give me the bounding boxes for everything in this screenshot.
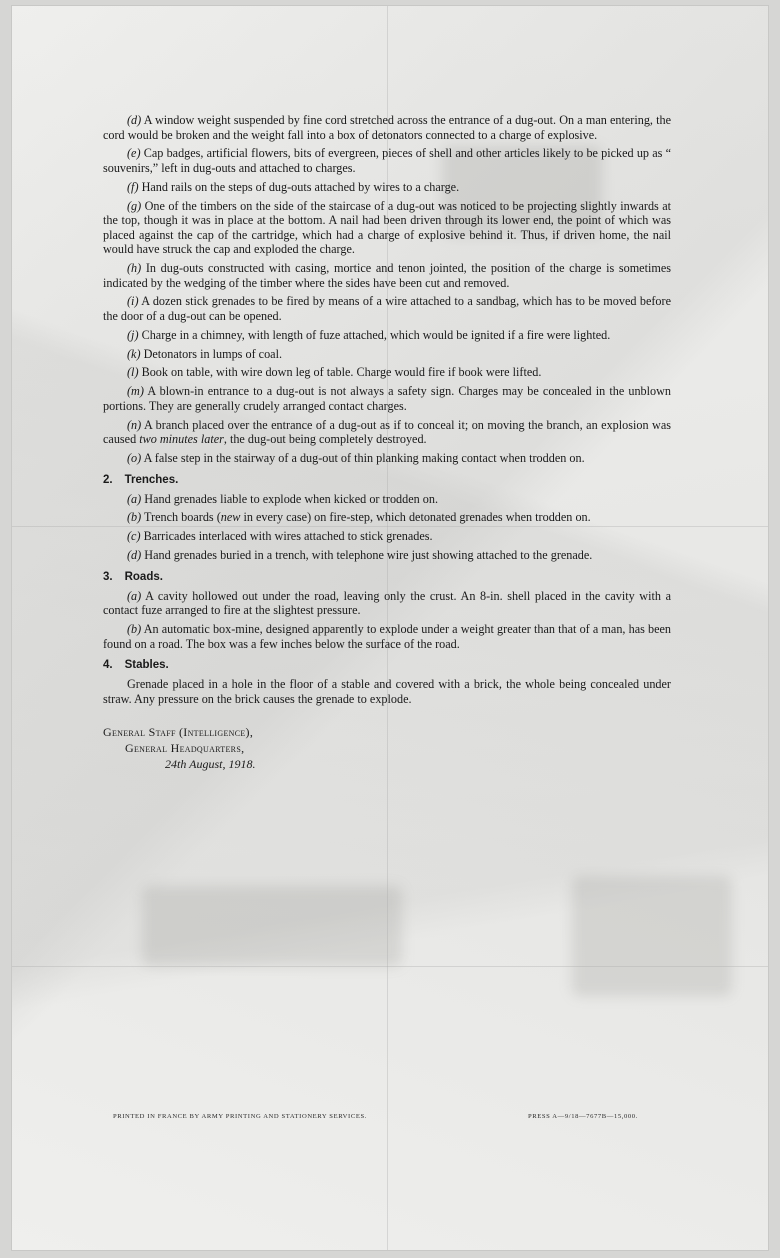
roads-item-b: (b) An automatic box-mine, designed apparently to explode under a weight greater than that of a man, has been found on a road. The box was a few inches below the surface of the road. [103, 622, 672, 651]
paragraph-k: (k) Detonators in lumps of coal. [127, 346, 283, 361]
signature-block [103, 724, 671, 772]
signature-headquarters: General Headquarters, [125, 740, 245, 755]
paragraph-m: (m) A blown-in entrance to a dug-out is not always a safety sign. Charges may be concealed in the unblown portions. They are generally crudely arranged contact charges. [103, 384, 672, 413]
paragraph-d: (d) A window weight suspended by fine cord stretched across the entrance of a dug-out. On a man entering, the cord would be broken and the weight fall into a box of detonators connected to a charge of explosive. [103, 113, 672, 142]
trenches-item-a: (a) Hand grenades liable to explode when kicked or trodden on. [127, 491, 439, 506]
section-heading: 4. Stables. [103, 659, 169, 672]
signature-date: 24th August, 1918. [165, 756, 256, 771]
section-roads [103, 570, 671, 652]
section-heading: 2. Trenches. [103, 473, 179, 486]
signature-office: General Staff (Intelligence), [103, 724, 254, 739]
paragraph-n: (n) A branch placed over the entrance of a dug-out as if to conceal it; on moving the branch, an explosion was caused two minutes later, the dug-out being completely destroyed. [103, 417, 672, 447]
paragraph-i: (i) A dozen stick grenades to be fired by means of a wire attached to a sandbag, which has to be moved before the door of a dug-out can be opened. [103, 294, 671, 324]
section-trenches [103, 473, 671, 563]
roads-item-a: (a) A cavity hollowed out under the road, leaving only the crust. An 8-in. shell placed in the cavity with a contact fuze arranged to fire at the slightest pressure. [103, 588, 671, 618]
trenches-item-d: (d) Hand grenades buried in a trench, with telephone wire just showing attached to the grenade. [127, 547, 593, 562]
section-stables [103, 658, 671, 706]
paragraph-e: (e) Cap badges, artificial flowers, bits of evergreen, pieces of shell and other articles likely to be picked up as “ souvenirs,” left in dug-outs and attached to charges. [103, 146, 671, 175]
document-body [103, 113, 671, 772]
paragraph-o: (o) A false step in the stairway of a dug-out of thin planking making contact when trodden on. [127, 450, 585, 465]
stables-item: Grenade placed in a hole in the floor of a stable and covered with a brick, the whole being concealed under straw. Any pressure on the brick causes the grenade to explode. [103, 677, 671, 706]
paragraph-h: (h) In dug-outs constructed with casing, mortice and tenon jointed, the position of the charge is sometimes indicated by the wedging of the timber where the sides have been cut and removed. [103, 261, 671, 290]
paragraph-g: (g) One of the timbers on the side of the staircase of a dug-out was noticed to be projecting slightly inwards at the top, though it was in place at the bottom. A nail had been driven through its lower end, the point of which was placed against the cap of the cartridge, which had a charge of explosive behind it. Thus, if driven home, the nail would have struck the cap and exploded the charge. [103, 198, 671, 257]
paragraph-j: (j) Charge in a chimney, with length of fuze attached, which would be ignited if a fire were lighted. [127, 327, 611, 342]
paragraph-l: (l) Book on table, with wire down leg of table. Charge would fire if book were lifted. [127, 365, 542, 380]
printer-imprint: PRINTED IN FRANCE BY ARMY PRINTING AND STATIONERY SERVICES. [113, 1113, 367, 1120]
trenches-item-b: (b) Trench boards (new in every case) on fire-step, which detonated grenades when trodden on. [127, 510, 591, 525]
trenches-item-c: (c) Barricades interlaced with wires attached to stick grenades. [127, 529, 433, 544]
dugout-traps-list [103, 113, 671, 466]
section-heading: 3. Roads. [103, 570, 163, 583]
press-number: PRESS A—9/18—7677B—15,000. [528, 1113, 638, 1120]
paragraph-f: (f) Hand rails on the steps of dug-outs attached by wires to a charge. [127, 179, 460, 194]
